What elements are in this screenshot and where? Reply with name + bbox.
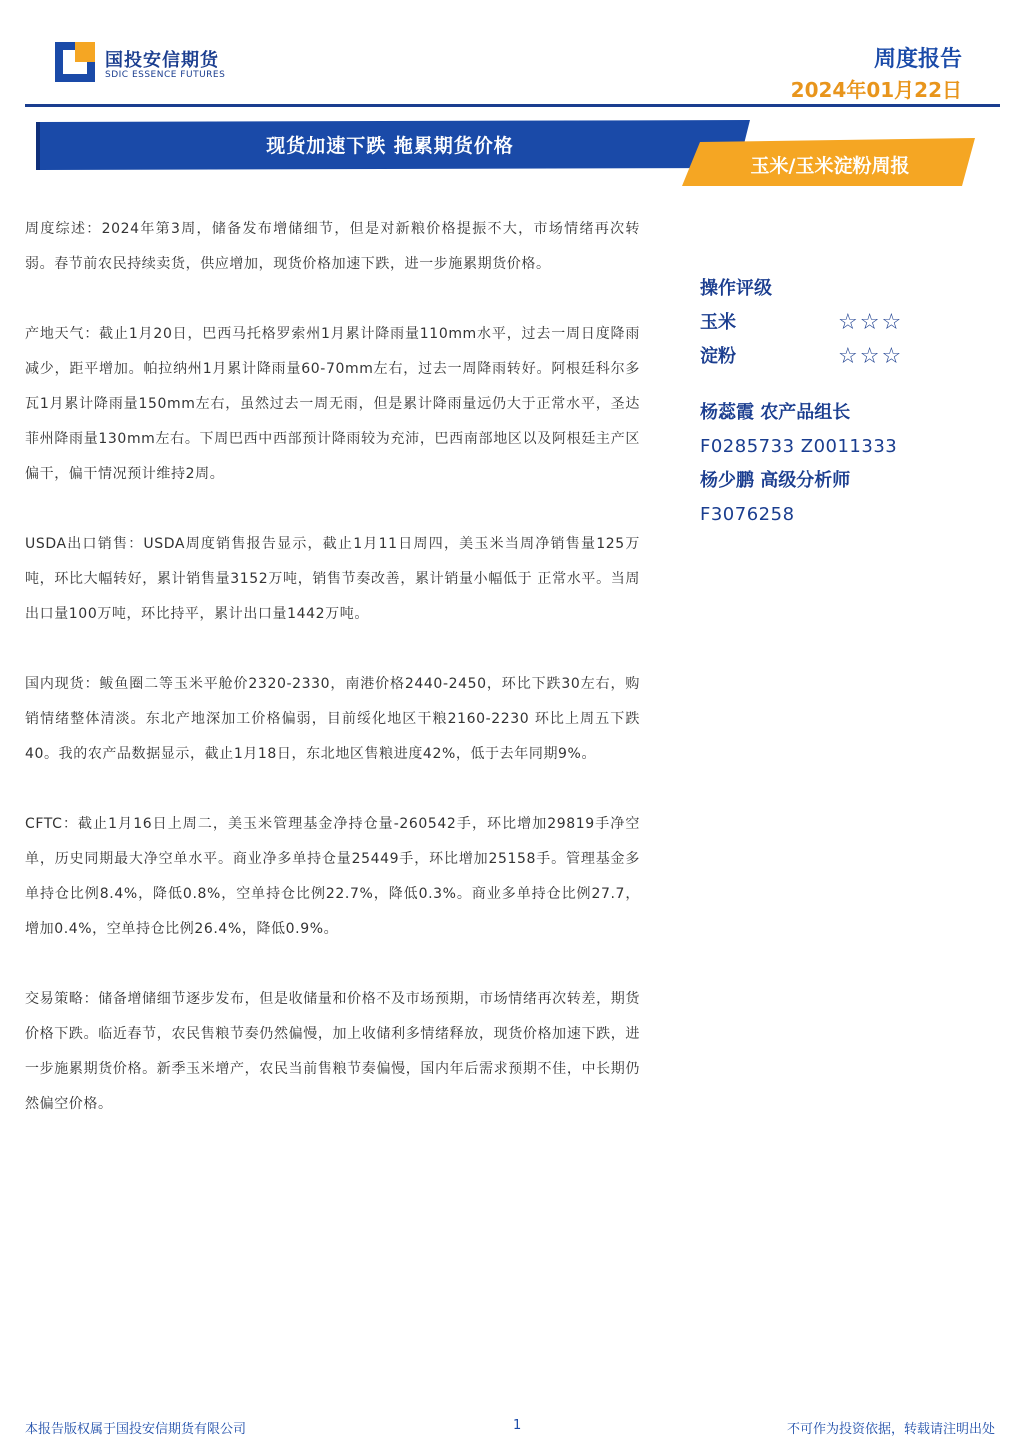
star-rating-icon: ☆☆☆ — [838, 344, 904, 369]
logo-mark-icon — [55, 42, 95, 82]
sidebar — [700, 272, 980, 532]
company-logo — [55, 42, 235, 90]
report-body — [25, 212, 640, 1157]
paragraph-cftc: CFTC：截止1月16日上周二，美玉米管理基金净持仓量-260542手，环比增加29819手净空单，历史同期最大净空单水平。商业净多单持仓量25449手，环比增加25158手。管理基金多单持仓比例8.4%，降低0.8%，空单持仓比例22.7%，降低0.3%。商业多单持仓比例27.7，增加0.4%，空单持仓比例26.4%，降低0.9%。 — [25, 816, 640, 937]
paragraph-strategy: 交易策略：储备增储细节逐步发布，但是收储量和价格不及市场预期，市场情绪再次转差，期货价格下跌。临近春节，农民售粮节奏仍然偏慢，加上收储利多情绪释放，现货价格加速下跌，进一步施累期货价格。新季玉米增产，农民当前售粮节奏偏慢，国内年后需求预期不佳，中长期仍然偏空价格。 — [25, 991, 640, 1112]
report-title: 现货加速下跌 拖累期货价格 — [266, 134, 514, 157]
title-banner — [0, 118, 1025, 193]
analyst-license: F0285733 Z0011333 — [700, 436, 898, 457]
page-number: 1 — [513, 1418, 522, 1433]
rating-name-starch: 淀粉 — [700, 346, 736, 367]
copyright-notice: 本报告版权属于国投安信期货有限公司 — [25, 1422, 247, 1437]
report-subtitle: 玉米/玉米淀粉周报 — [750, 154, 910, 177]
analyst-block — [700, 396, 980, 532]
paragraph-usda-export: USDA出口销售：USDA周度销售报告显示，截止1月11日周四，美玉米当周净销售量125万吨，环比大幅转好，累计销售量3152万吨，销售节奏改善，累计销量小幅低于 正常水平。当周出口量100万吨，环比持平，累计出口量1442万吨。 — [25, 536, 640, 622]
disclaimer-notice: 不可作为投资依据，转载请注明出处 — [786, 1422, 995, 1437]
rating-title: 操作评级 — [700, 278, 772, 299]
header-divider — [25, 104, 1000, 107]
logo-text-en: SDIC ESSENCE FUTURES — [105, 70, 226, 80]
rating-row — [700, 306, 980, 340]
page-footer — [0, 1412, 1025, 1442]
paragraph-weather: 产地天气：截止1月20日，巴西马托格罗索州1月累计降雨量110mm水平，过去一周日度降雨减少，距平增加。帕拉纳州1月累计降雨量60-70mm左右，过去一周降雨转好。阿根廷科尔多瓦1月累计降雨量150mm左右，虽然过去一周无雨，但是累计降雨量远仍大于正常水平，圣达菲州降雨量130mm左右。下周巴西中西部预计降雨较为充沛，巴西南部地区以及阿根廷主产区偏干，偏干情况预计维持2周。 — [25, 326, 640, 482]
report-type: 周度报告 — [873, 47, 962, 72]
logo-text-cn: 国投安信期货 — [105, 50, 219, 71]
paragraph-domestic-spot: 国内现货：鲅鱼圈二等玉米平舱价2320-2330，南港价格2440-2450，环比下跌30左右，购销情绪整体清淡。东北产地深加工价格偏弱，目前绥化地区干粮2160-2230 环比上周五下跌40。我的农产品数据显示，截止1月18日，东北地区售粮进度42%，低于去年同期9%。 — [25, 676, 640, 762]
analyst-license: F3076258 — [700, 504, 795, 525]
star-rating-icon: ☆☆☆ — [838, 310, 904, 335]
analyst-name: 杨少鹏 高级分析师 — [700, 470, 851, 491]
report-header — [0, 0, 1025, 110]
paragraph-weekly-summary: 周度综述：2024年第3周，储备发布增储细节，但是对新粮价格提振不大，市场情绪再次转弱。春节前农民持续卖货，供应增加，现货价格加速下跌，进一步施累期货价格。 — [25, 221, 640, 272]
report-date: 2024年01月22日 — [790, 78, 962, 102]
analyst-name: 杨蕊霞 农产品组长 — [700, 402, 851, 423]
rating-name-corn: 玉米 — [700, 312, 736, 333]
rating-row — [700, 340, 980, 374]
